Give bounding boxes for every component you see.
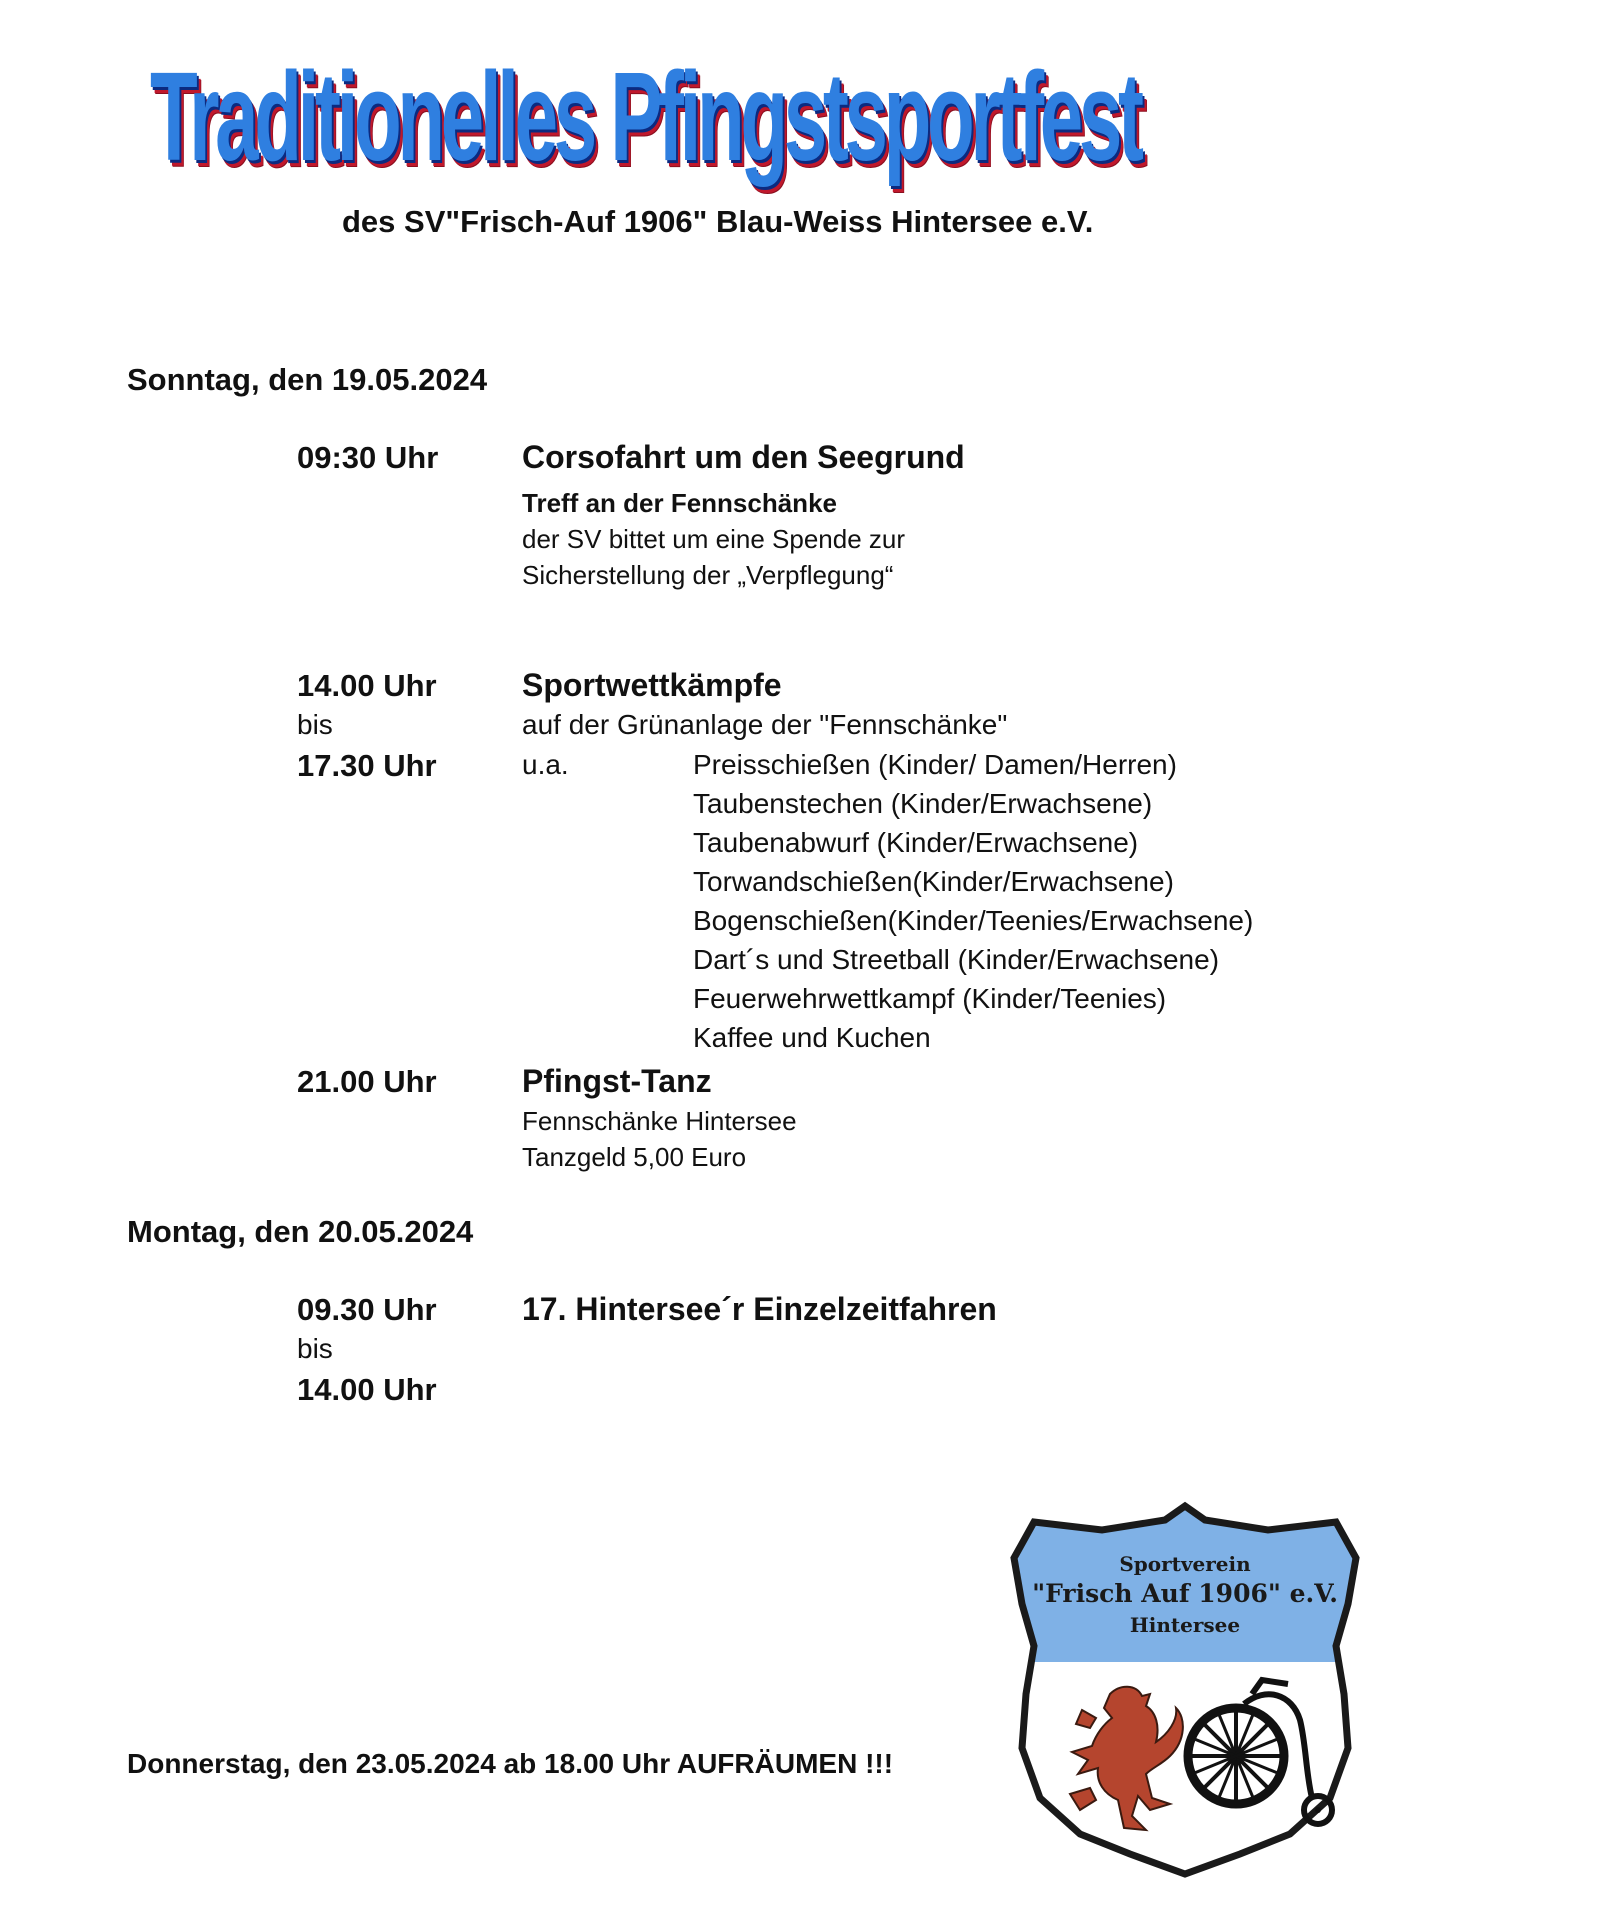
dance-time: 21.00 Uhr — [297, 1064, 437, 1099]
sport-bis: bis — [297, 709, 333, 740]
monday-bis: bis — [297, 1333, 333, 1364]
corso-title: Corsofahrt um den Seegrund — [522, 439, 965, 475]
sport-location: auf der Grünanlage der "Fennschänke" — [522, 709, 1008, 740]
dance-fee: Tanzgeld 5,00 Euro — [522, 1142, 747, 1172]
monday-heading: Montag, den 20.05.2024 — [127, 1214, 474, 1249]
sunday-heading: Sonntag, den 19.05.2024 — [127, 362, 488, 397]
activity-item: Bogenschießen(Kinder/Teenies/Erwachsene) — [693, 905, 1254, 936]
logo-text-line2: "Frisch Auf 1906" e.V. — [1032, 1579, 1338, 1608]
poster-title: Traditionelles Pfingstsportfest — [150, 46, 1140, 187]
sport-time-end: 17.30 Uhr — [297, 748, 437, 783]
cleanup-note: Donnerstag, den 23.05.2024 ab 18.00 Uhr AUFRÄUMEN !!! — [127, 1748, 894, 1779]
sport-time-start: 14.00 Uhr — [297, 668, 437, 703]
activity-item: Kaffee und Kuchen — [693, 1022, 931, 1053]
activity-item: Feuerwehrwettkampf (Kinder/Teenies) — [693, 983, 1167, 1014]
corso-meeting: Treff an der Fennschänke — [522, 488, 837, 518]
corso-note-line2: Sicherstellung der „Verpflegung“ — [522, 560, 894, 590]
club-logo — [1000, 1498, 1370, 1878]
logo-white-field — [1000, 1662, 1370, 1878]
dance-venue: Fennschänke Hintersee — [522, 1106, 797, 1136]
monday-time-start: 09.30 Uhr — [297, 1292, 437, 1327]
logo-text-line3: Hintersee — [1129, 1613, 1241, 1637]
corso-time: 09:30 Uhr — [297, 440, 439, 475]
sport-ua: u.a. — [522, 749, 569, 780]
club-subtitle: des SV"Frisch-Auf 1906" Blau-Weiss Hintersee e.V. — [342, 204, 1094, 239]
dance-title: Pfingst-Tanz — [522, 1063, 712, 1099]
activity-item: Torwandschießen(Kinder/Erwachsene) — [693, 866, 1174, 897]
activity-item: Taubenstechen (Kinder/Erwachsene) — [693, 788, 1153, 819]
activity-item: Dart´s und Streetball (Kinder/Erwachsene) — [693, 944, 1220, 975]
sport-title: Sportwettkämpfe — [522, 667, 782, 703]
logo-text-line1: Sportverein — [1119, 1552, 1251, 1576]
activity-item: Taubenabwurf (Kinder/Erwachsene) — [693, 827, 1139, 858]
activity-item: Preisschießen (Kinder/ Damen/Herren) — [693, 749, 1177, 780]
monday-time-end: 14.00 Uhr — [297, 1372, 437, 1407]
monday-title: 17. Hintersee´r Einzelzeitfahren — [522, 1291, 997, 1327]
corso-note-line1: der SV bittet um eine Spende zur — [522, 524, 906, 554]
